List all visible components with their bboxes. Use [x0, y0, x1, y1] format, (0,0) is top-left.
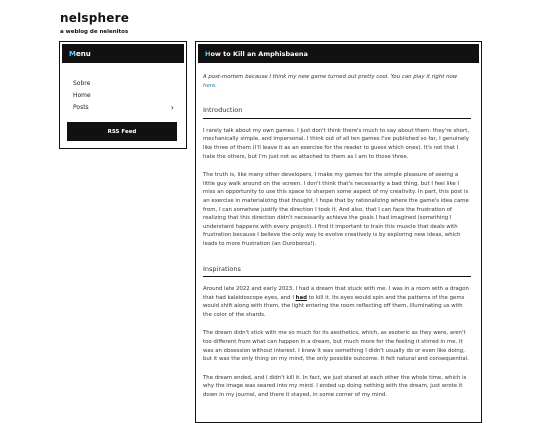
had-link[interactable]: had — [295, 294, 307, 301]
menu-heading-initial: M — [69, 49, 76, 58]
paragraph-text: Around late 2022 and early 2023, I had a dream that stuck with me. I was in a room with a dragon that had kaleidoscope eyes, and I — [203, 286, 469, 301]
play-game-link[interactable]: here — [203, 82, 216, 89]
menu-heading-text: enu — [75, 49, 91, 58]
paragraph — [203, 285, 471, 319]
menu-heading — [62, 44, 184, 63]
post-panel — [195, 41, 482, 423]
menu-list — [73, 77, 176, 113]
post-title-text: ow to Kill an Amphisbaena — [210, 49, 308, 58]
section-title-introduction: Introduction — [203, 106, 471, 119]
section-title-inspirations: Inspirations — [203, 265, 471, 278]
menu-item-label: Sobre — [73, 79, 91, 87]
paragraph-text: to kill it. Its eyes would spin and the patterns of the gems would shift along with them, the light entering the room reflecting off them, illuminating us with the color of the shards. — [203, 294, 465, 318]
paragraph: I rarely talk about my own games. I just don't think there's much to say about them: they're short, mechanically simple, and impersonal. I think out of all ten games I've published so far, I genuinely like three of them (I'll leave it as an exercise for the reader to guess which ones). It's not that I hate the others, but I'm just not as attached to them as I am to those three. — [203, 127, 470, 160]
site-subtitle: a weblog de nelenitos — [60, 29, 129, 35]
post-body — [203, 73, 471, 410]
rss-feed-button[interactable]: RSS Feed — [67, 122, 177, 141]
chevron-right-icon[interactable]: › — [170, 102, 174, 112]
post-intro — [203, 73, 471, 90]
paragraph: The dream ended, and I didn't kill it. In fact, we just stared at each other the whole time, which is why the image was seared into my mind. I ended up doing nothing with the dream, just wrote it down in my journal, and there it stayed, in some corner of my mind. — [203, 374, 467, 399]
menu-item-posts[interactable] — [73, 101, 176, 113]
post-intro-end: . — [215, 82, 217, 89]
post-title-initial: H — [205, 49, 211, 58]
menu-panel — [59, 41, 187, 149]
paragraph: The dream didn't stick with me so much for its aesthetics, which, as esoteric as they were, aren't too different from what can happen in a dream, but much more for the feeling it stirred in me. It was an obsession without interest. I knew it was something I didn't usually do or even like doing, but it was the only thing on my mind, the only possible outcome. It felt natural and consequential. — [203, 330, 469, 363]
paragraph: The truth is, like many other developers, I make my games for the simple pleasure of seeing a little guy walk around on the screen. I don't think that's necessarily a bad thing, but I feel like I miss an opportunity to use this space to sharpen some aspect of my creativity. In part, this post is an exercise in materializing that thought. I hope that by rationalizing where the game's idea came from, I can somehow justify the direction I took it. And also, that I can face the frustration of realizing that this direction didn't necessarily achieve the goals I had imagined (something I understand happens with every project). I find it important to train this muscle that deals with frustration because I believe the only way to evolve creatively is by exploring new ideas, which leads to more frustration (an Ouroboros!). — [203, 172, 469, 247]
post-intro-text: A post-mortem because I think my new game turned out pretty cool. You can play it right now — [203, 74, 458, 80]
site-title[interactable]: nelsphere — [60, 11, 130, 25]
menu-item-home[interactable] — [73, 89, 176, 101]
post-title — [198, 44, 479, 63]
menu-item-label: Posts — [73, 103, 89, 111]
menu-item-sobre[interactable] — [73, 77, 176, 89]
menu-item-label: Home — [73, 91, 91, 99]
